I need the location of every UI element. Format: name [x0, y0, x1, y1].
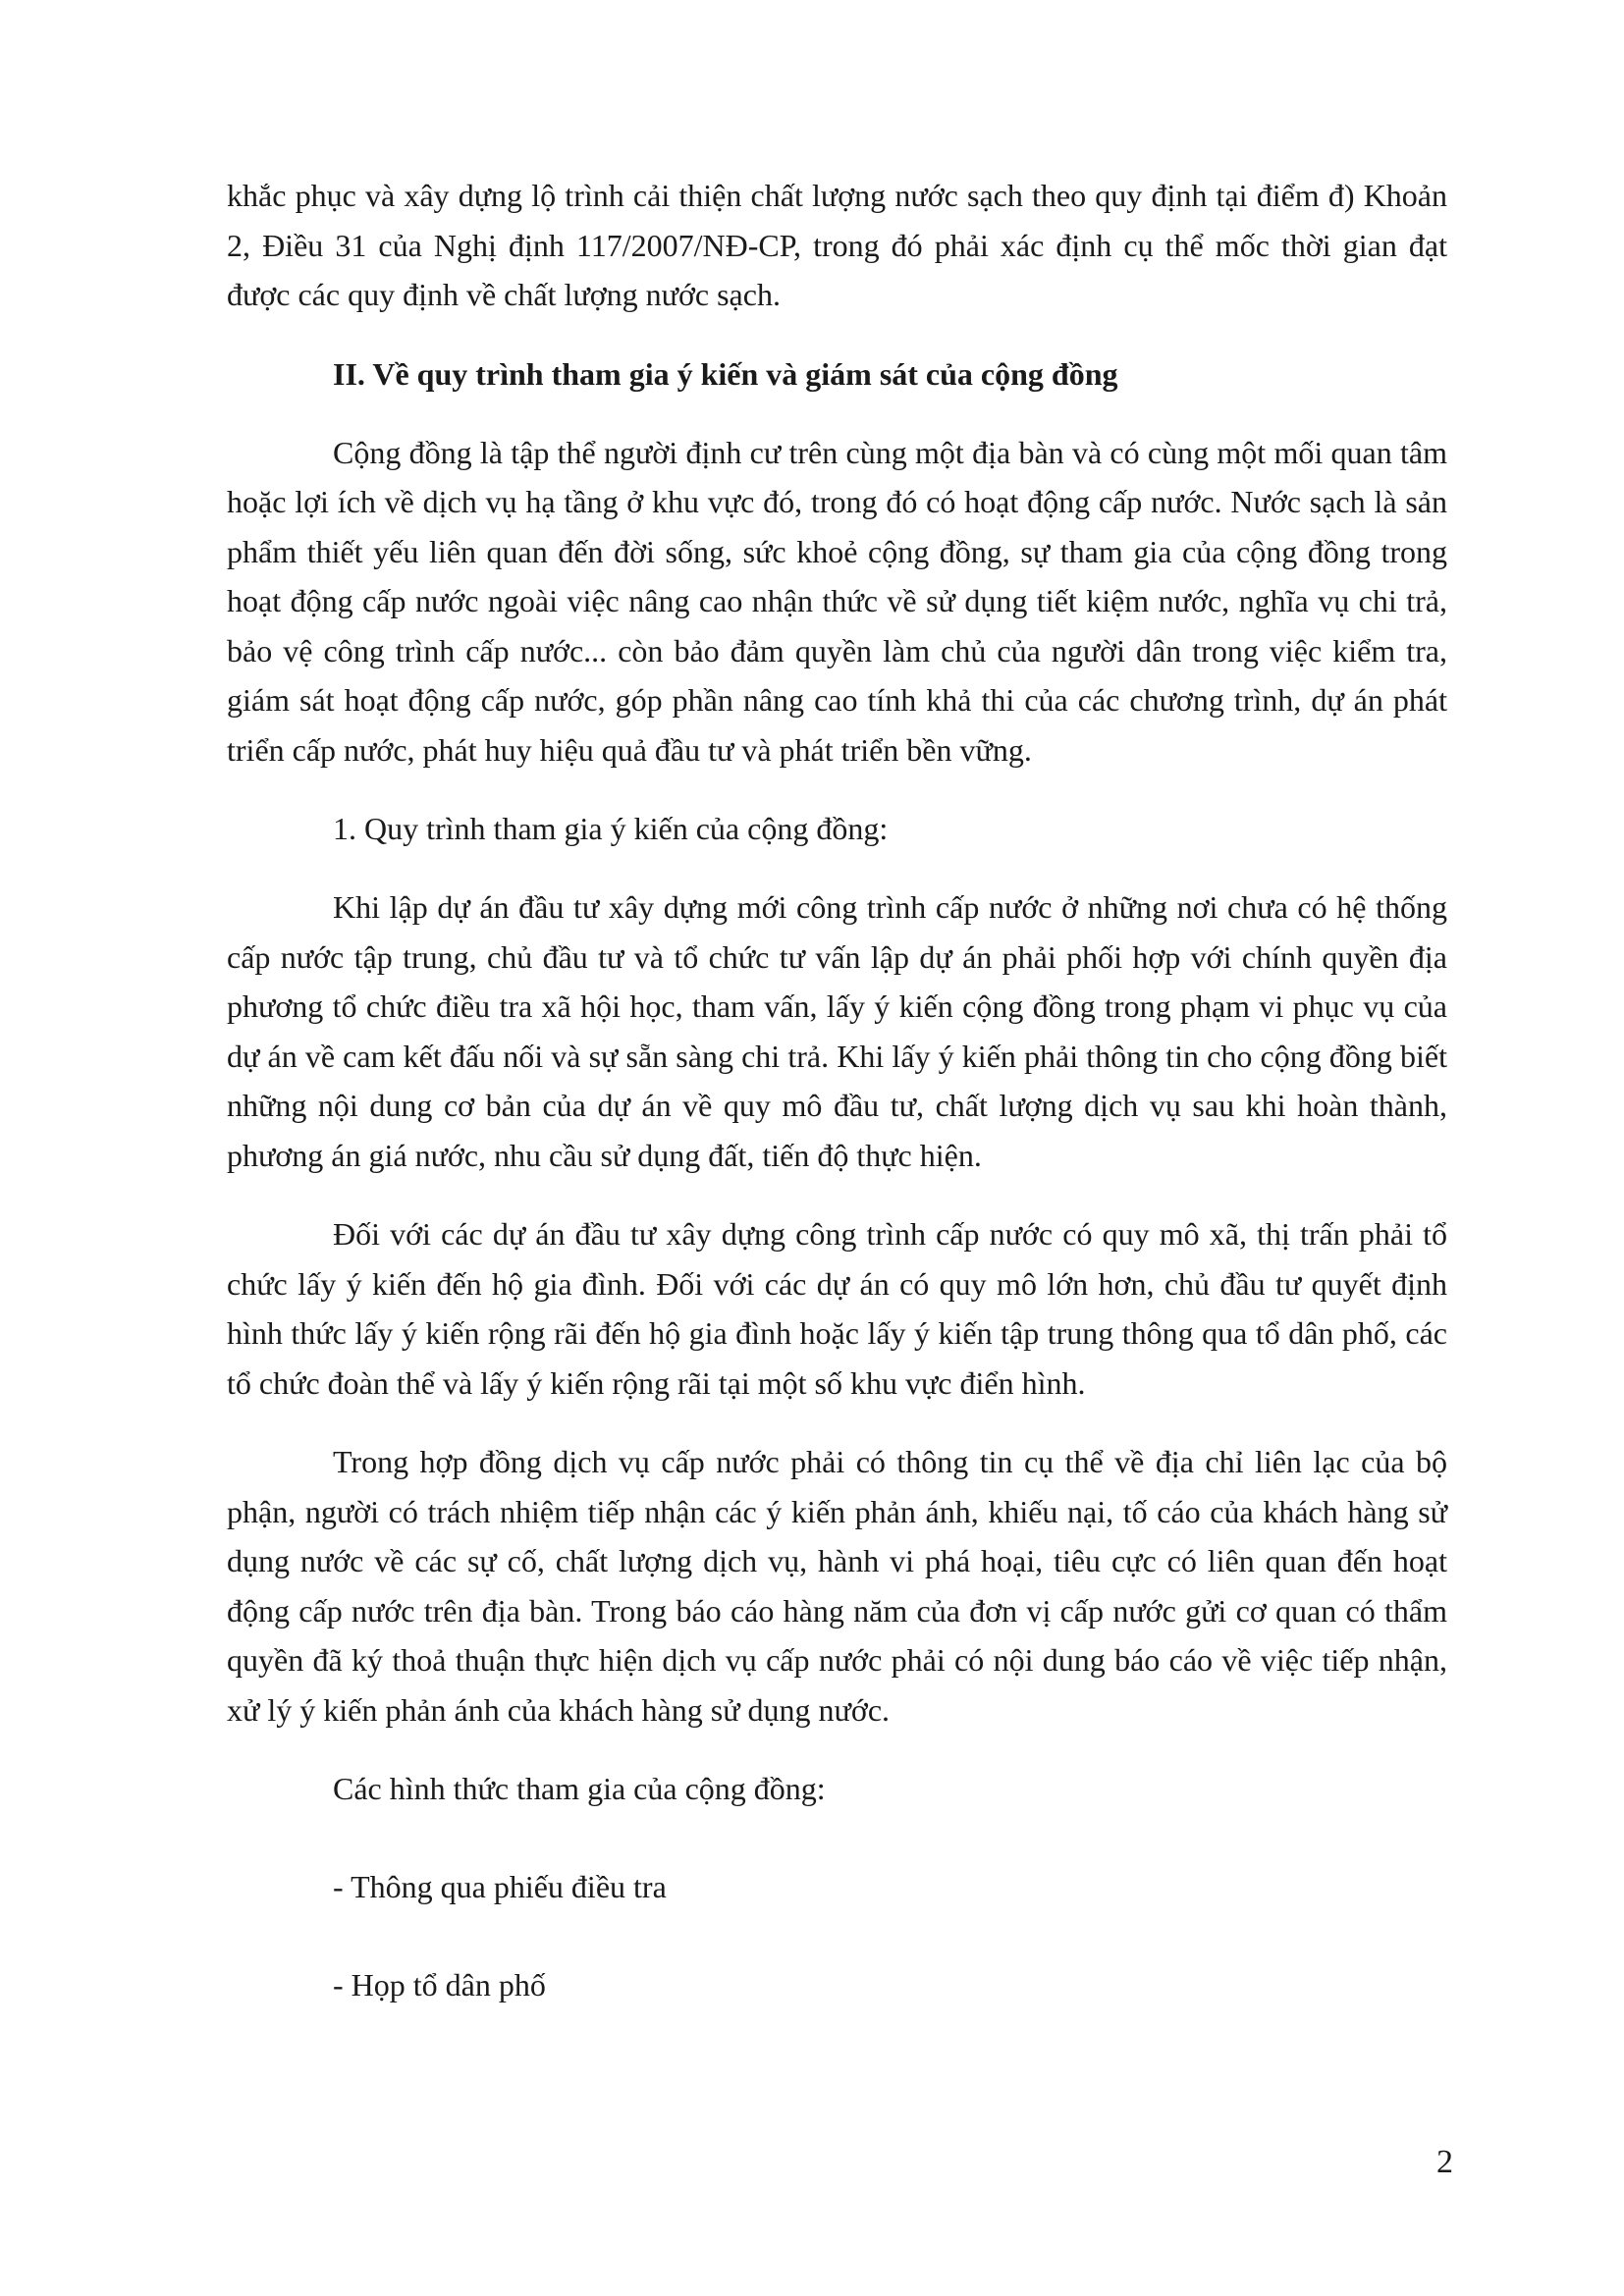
- participation-forms-intro: Các hình thức tham gia của cộng đồng:: [333, 1771, 826, 1806]
- scale-consultation-paragraph: Đối với các dự án đầu tư xây dựng công trình cấp nước có quy mô xã, thị trấn phải tổ chức lấy ý kiến đến hộ gia đình. Đối với các dự án có quy mô lớn hơn, chủ đầu tư quyết định hình thức lấy ý kiến rộng rãi đến hộ gia đình hoặc lấy ý kiến tập trung thông qua tổ dân phố, các tổ chức đoàn thể và lấy ý kiến rộng rãi tại một số khu vực điển hình.: [227, 1216, 1447, 1401]
- document-body: [227, 171, 1447, 2058]
- subsection-heading: 1. Quy trình tham gia ý kiến của cộng đồng:: [333, 811, 889, 846]
- community-definition-paragraph: Cộng đồng là tập thể người định cư trên cùng một địa bàn và có cùng một mối quan tâm hoặc lợi ích về dịch vụ hạ tầng ở khu vực đó, trong đó có hoạt động cấp nước. Nước sạch là sản phẩm thiết yếu liên quan đến đời sống, sức khoẻ cộng đồng, sự tham gia của cộng đồng trong hoạt động cấp nước ngoài việc nâng cao nhận thức về sử dụng tiết kiệm nước, nghĩa vụ chi trả, bảo vệ công trình cấp nước... còn bảo đảm quyền làm chủ của người dân trong việc kiểm tra, giám sát hoạt động cấp nước, góp phần nâng cao tính khả thi của các chương trình, dự án phát triển cấp nước, phát huy hiệu quả đầu tư và phát triển bền vững.: [227, 434, 1447, 768]
- intro-paragraph: khắc phục và xây dựng lộ trình cải thiện chất lượng nước sạch theo quy định tại điểm đ) Khoản 2, Điều 31 của Nghị định 117/2007/NĐ-CP, trong đó phải xác định cụ thể mốc thời gian đạt được các quy định về chất lượng nước sạch.: [227, 178, 1447, 312]
- page-number: 2: [1436, 2144, 1453, 2180]
- service-contract-paragraph: Trong hợp đồng dịch vụ cấp nước phải có thông tin cụ thể về địa chỉ liên lạc của bộ phận, người có trách nhiệm tiếp nhận các ý kiến phản ánh, khiếu nại, tố cáo của khách hàng sử dụng nước về các sự cố, chất lượng dịch vụ, hành vi phá hoại, tiêu cực có liên quan đến hoạt động cấp nước trên địa bàn. Trong báo cáo hàng năm của đơn vị cấp nước gửi cơ quan có thẩm quyền đã ký thoả thuận thực hiện dịch vụ cấp nước phải có nội dung báo cáo về việc tiếp nhận, xử lý ý kiến phản ánh của khách hàng sử dụng nước.: [227, 1444, 1447, 1728]
- list-item: - Thông qua phiếu điều tra: [333, 1869, 667, 1904]
- project-consultation-paragraph: Khi lập dự án đầu tư xây dựng mới công trình cấp nước ở những nơi chưa có hệ thống cấp nước tập trung, chủ đầu tư và tổ chức tư vấn lập dự án phải phối hợp với chính quyền địa phương tổ chức điều tra xã hội học, tham vấn, lấy ý kiến cộng đồng trong phạm vi phục vụ của dự án về cam kết đấu nối và sự sẵn sàng chi trả. Khi lấy ý kiến phải thông tin cho cộng đồng biết những nội dung cơ bản của dự án về quy mô đầu tư, chất lượng dịch vụ sau khi hoàn thành, phương án giá nước, nhu cầu sử dụng đất, tiến độ thực hiện.: [227, 889, 1447, 1173]
- list-item: - Họp tổ dân phố: [333, 1967, 546, 2002]
- section-heading: II. Về quy trình tham gia ý kiến và giám sát của cộng đồng: [333, 355, 1118, 392]
